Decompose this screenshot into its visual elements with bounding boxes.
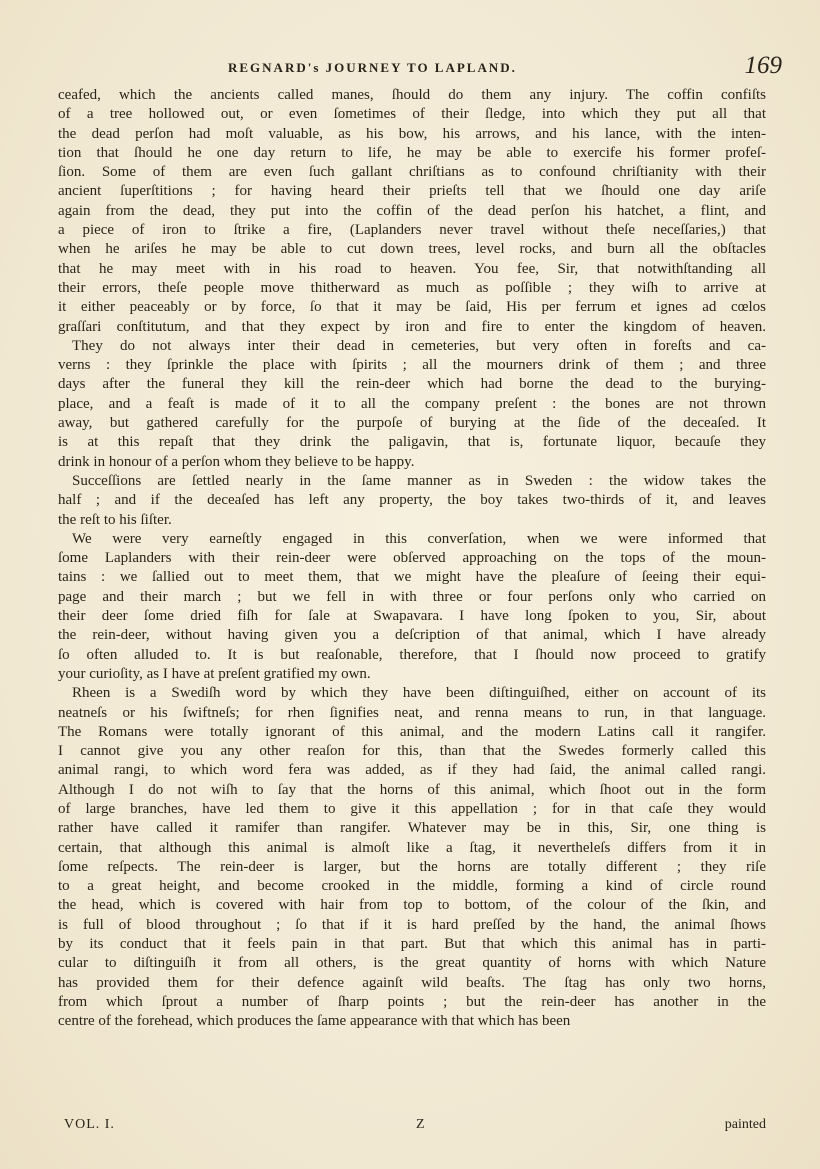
text-line: is full of blood throughout ; ſo that if it is hard preſſed by the hand, the animal ſhows: [58, 916, 766, 933]
text-line: your curioſity, as I have at preſent gratified my own.: [58, 665, 371, 682]
text-line: ancient ſuperſtitions ; for having heard their prieſts tell that we ſhould one day ariſe: [58, 183, 766, 200]
text-line: ſion. Some of them are even ſuch gallant chriſtians as to confound chriſtianity with their: [58, 164, 766, 181]
text-line: page and their march ; but we fell in with three or four perſons only who carried on: [58, 588, 766, 605]
text-line: half ; and if the deceaſed has left any property, the boy takes two-thirds of it, and leaves: [58, 492, 766, 509]
text-line: their errors, theſe people move thitherward as much as poſſible ; they wiſh to arrive at: [58, 279, 766, 296]
page-header: [56, 52, 790, 88]
text-line: ſo often alluded to. It is but reaſonable, therefore, that I ſhould now proceed to gratify: [58, 646, 766, 663]
text-line: verns : they ſprinkle the place with ſpirits ; all the mourners drink of them ; and three: [58, 357, 766, 374]
text-line: the rein-deer, without having given you a deſcription of that animal, which I have already: [58, 627, 766, 644]
text-line: has provided them for their defence againſt wild beaſts. The ſtag has only two horns,: [58, 974, 766, 991]
page-footer: [58, 1117, 766, 1137]
text-line: their deer ſome dried fiſh for ſale at Swapavara. I have long ſpoken to you, Sir, about: [58, 608, 766, 625]
text-line: ſome reſpects. The rein-deer is larger, but the horns are totally different ; they riſe: [58, 858, 766, 875]
text-line: of a tree hollowed out, or even ſometimes of their ſledge, into which they put all that: [58, 106, 766, 123]
text-line: that he may meet with in his road to heaven. You fee, Sir, that notwithſtanding all: [58, 260, 766, 277]
text-line: centre of the forehead, which produces the ſame appearance with that which has been: [58, 1013, 571, 1030]
text-line: of large branches, have led them to give it this appellation ; for in that caſe they would: [58, 800, 766, 817]
text-line: They do not always inter their dead in cemeteries, but very often in foreſts and ca-: [72, 337, 766, 354]
text-line: away, but gathered carefully for the purpoſe of burying at the ſide of the deceaſed. It: [58, 415, 766, 432]
text-line: from which ſprout a number of ſharp points ; but the rein-deer has another in the: [58, 993, 766, 1010]
text-line: The Romans were totally ignorant of this animal, and the modern Latins call it rangifer.: [58, 723, 766, 740]
text-line: by its conduct that it feels pain in that part. But that which this animal has in parti-: [58, 936, 766, 953]
running-head: REGNARD's JOURNEY TO LAPLAND.: [228, 60, 517, 75]
text-line: graſſari conſtitutum, and that they expect by iron and fire to enter the kingdom of heaven.: [58, 318, 766, 335]
text-line: Although I do not wiſh to ſay that the horns of this animal, which ſhoot out in the form: [58, 781, 766, 798]
text-line: I cannot give you any other reaſon for this, than that the Swedes formerly called this: [58, 743, 766, 760]
text-line: again from the dead, they put into the coffin of the dead perſon his hatchet, a flint, and: [58, 202, 766, 219]
text-line: ceafed, which the ancients called manes, ſhould do them any injury. The coffin confiſts: [58, 87, 766, 103]
text-line: We were very earneſtly engaged in this converſation, when we were informed that: [72, 530, 766, 547]
text-line: Rheen is a Swediſh word by which they have been diſtinguiſhed, either on account of its: [72, 685, 766, 702]
text-line: rather have called it ramifer than rangifer. Whatever may be in this, Sir, one thing is: [58, 820, 766, 837]
text-line: the reſt to his ſiſter.: [58, 511, 172, 528]
text-line: it either peaceably or by force, ſo that it may be ſaid, His per ferrum et ignes ad cœlos: [58, 299, 766, 316]
text-line: tains : we ſallied out to meet them, that we might have the pleaſure of ſeeing their equi-: [58, 569, 766, 586]
text-line: animal rangi, to which word fera was added, as if they had ſaid, the animal called rangi.: [58, 762, 766, 779]
body-text: [58, 86, 766, 1032]
catchword: painted: [724, 1117, 766, 1132]
signature-mark: Z: [416, 1117, 425, 1132]
text-line: cular to diſtinguiſh it from all others, is the great quantity of horns with which Nature: [58, 955, 766, 972]
volume-signature: VOL. I.: [64, 1117, 115, 1132]
text-line: drink in honour of a perſon whom they believe to be happy.: [58, 453, 415, 470]
text-line: is at this repaſt that they drink the paligavin, that is, fortunate liquor, becauſe they: [58, 434, 766, 451]
page-number: 169: [744, 52, 782, 79]
text-line: place, and a feaſt is made of it to all the company preſent : the bones are not thrown: [58, 395, 766, 412]
text-line: days after the funeral they kill the rein-deer which had borne the dead to the burying-: [58, 376, 766, 393]
text-line: when he ariſes he may be able to cut down trees, level rocks, and burn all the obſtacles: [58, 241, 766, 258]
text-line: Succeſſions are ſettled nearly in the ſame manner as in Sweden : the widow takes the: [72, 472, 766, 489]
text-line: the dead perſon had moſt valuable, as his bow, his arrows, and his lance, with the inten-: [58, 125, 766, 142]
text-line: tion that ſhould he one day return to life, he may be able to exercife his former profeſ-: [58, 144, 766, 161]
text-line: the head, which is covered with hair from top to bottom, of the colour of the ſkin, and: [58, 897, 766, 914]
text-line: to a great height, and become crooked in the middle, forming a kind of circle round: [58, 878, 766, 895]
text-line: a piece of iron to ſtrike a fire, (Laplanders never travel without theſe neceſſaries,) that: [58, 222, 766, 239]
text-line: neatneſs or his ſwiftneſs; for rhen ſignifies neat, and renna means to run, in that language.: [58, 704, 766, 721]
text-line: certain, that although this animal is almoſt like a ſtag, it nevertheleſs differs from it in: [58, 839, 766, 856]
text-line: ſome Laplanders with their rein-deer were obſerved approaching on the tops of the moun-: [58, 550, 766, 567]
